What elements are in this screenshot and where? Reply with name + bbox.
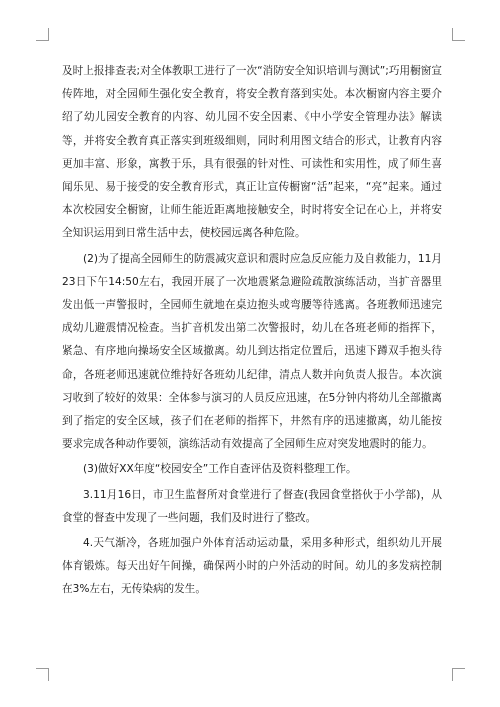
crop-mark-top-right <box>452 28 465 41</box>
crop-mark-top-left <box>36 28 49 41</box>
paragraph-outdoor-activity: 4.天气渐冷，各班加强户外体育活动运动量，采用多种形式，组织幼儿开展体育锻炼。每天出好午间操，确保两小时的户外活动的时间。幼儿的多发病控制在3%左右，无传染病的发生。 <box>62 537 442 596</box>
paragraph-canteen-inspection: 3.11月16日，市卫生监督所对食堂进行了督查(我园食堂搭伙于小学部)，从食堂的督查中发现了一些问题，我们及时进行了整改。 <box>62 488 442 524</box>
document-body <box>62 60 442 602</box>
paragraph-self-assessment: (3)做好XX年度“校园安全”工作自查评估及资料整理工作。 <box>83 463 357 476</box>
crop-mark-bottom-left <box>36 668 49 681</box>
paragraph-earthquake-drill: (2)为了提高全园师生的防震减灾意识和震时应急反应能力及自救能力，11月23日下午14:50左右，我园开展了一次地震紧急避险疏散演练活动，当扩音器里发出低一声警报时，全园师生就地在桌边抱头或弯腰等待逃离。各班教师迅速完成幼儿避震情况检查。当扩音机发出第二次警报时，幼儿在各班老师的指挥下，紧急、有序地向操场安全区域撤离。幼儿到达指定位置后，迅速下蹲双手抱头待命，各班老师迅速就位维持好各班幼儿纪律，清点人数并向负责人报告。本次演习收到了较好的效果：全体参与演习的人员反应迅速，在5分钟内将幼儿全部撤离到了指定的安全区域，孩子们在老师的指挥下，井然有序的迅速撤离，幼儿能按要求完成各种动作要领，演练活动有效提高了全园师生应对突发地震时的能力。 <box>62 252 442 451</box>
crop-mark-bottom-right <box>452 668 465 681</box>
paragraph-safety-window: 及时上报排查表;对全体教职工进行了一次“消防安全知识培训与测试”;巧用橱窗宣传阵地，对全园师生强化安全教育，将安全教育落到实处。本次橱窗内容主要介绍了幼儿园安全教育的内容、幼儿园不安全因素、《中小学安全管理办法》解读等，并将安全教育真正落实到班级细则，同时利用图文结合的形式，让教育内容更加丰富、形象，寓教于乐，具有很强的针对性、可读性和实用性，成了师生喜闻乐见、易于接受的安全教育形式，真正让宣传橱窗“活”起来，“亮”起来。通过本次校园安全橱窗，让师生能近距离地接触安全，时时将安全记在心上，并将安全知识运用到日常生活中去，使校园远离各种危险。 <box>62 65 442 240</box>
